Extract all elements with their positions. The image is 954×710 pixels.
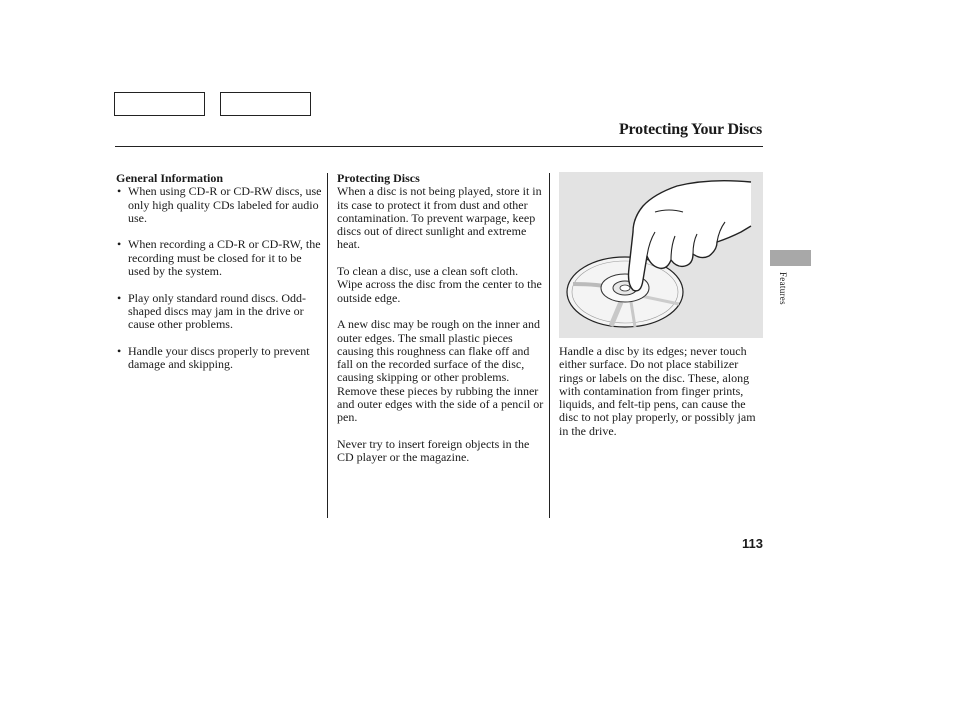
nav-box-1[interactable] bbox=[114, 92, 205, 116]
list-item-text: When using CD-R or CD-RW discs, use only high quality CDs labeled for audio use. bbox=[128, 184, 322, 225]
page-title: Protecting Your Discs bbox=[618, 121, 762, 138]
bullet-icon: • bbox=[117, 184, 122, 199]
list-item-text: Play only standard round discs. Odd-shaped discs may jam in the drive or cause other problems. bbox=[128, 290, 306, 332]
bullet-icon: • bbox=[117, 343, 122, 358]
bullet-icon: • bbox=[117, 237, 122, 252]
page-number: 113 bbox=[742, 536, 763, 551]
general-information-column bbox=[116, 172, 324, 385]
caption-column bbox=[559, 345, 759, 451]
paragraph: A new disc may be rough on the inner and outer edges. The small plastic pieces causing this roughness can flake off and fall on the recorded surface of the disc, causing skipping or other problems. Remove these pieces by rubbing the inner and outer edges with the side of a pencil or pen. bbox=[337, 317, 544, 425]
section-tab-label: Features bbox=[778, 272, 788, 305]
disc-handling-figure bbox=[559, 172, 763, 338]
list-item-text: Handle your discs properly to prevent damage and skipping. bbox=[128, 343, 310, 372]
protecting-discs-column bbox=[337, 172, 545, 478]
list-item-text: When recording a CD-R or CD-RW, the recording must be closed for it to be used by the system. bbox=[128, 237, 321, 279]
protecting-discs-heading: Protecting Discs bbox=[337, 171, 420, 185]
list-item bbox=[116, 345, 324, 372]
column-divider-1 bbox=[327, 173, 328, 518]
general-information-heading: General Information bbox=[116, 171, 223, 185]
list-item bbox=[116, 185, 324, 225]
column-divider-2 bbox=[549, 173, 550, 518]
paragraph: To clean a disc, use a clean soft cloth. Wipe across the disc from the center to the outside edge. bbox=[337, 264, 542, 305]
title-divider bbox=[115, 146, 763, 147]
section-tab bbox=[770, 250, 811, 266]
general-information-list bbox=[116, 185, 324, 371]
bullet-icon: • bbox=[117, 290, 122, 305]
paragraph: Never try to insert foreign objects in the CD player or the magazine. bbox=[337, 436, 530, 465]
list-item bbox=[116, 238, 324, 278]
hand-holding-disc-icon bbox=[559, 172, 763, 338]
list-item bbox=[116, 292, 324, 332]
paragraph: When a disc is not being played, store it in its case to protect it from dust and other contamination. To prevent warpage, keep discs out of direct sunlight and extreme heat. bbox=[337, 184, 542, 252]
nav-box-2[interactable] bbox=[220, 92, 311, 116]
figure-caption: Handle a disc by its edges; never touch either surface. Do not place stabilizer rings or labels on the disc. These, along with contamination from finger prints, liquids, and felt-tip pens, can cause the disc to not play properly, or possibly jam in the drive. bbox=[559, 344, 756, 438]
